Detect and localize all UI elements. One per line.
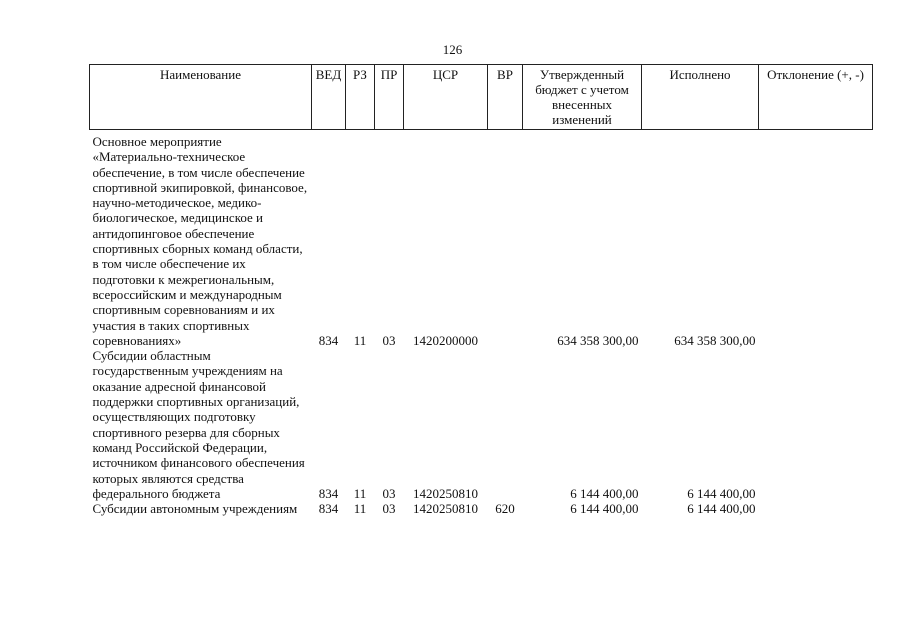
header-pr: ПР [375, 65, 404, 130]
budget-execution-table [89, 64, 873, 516]
row-pr: 03 [382, 332, 396, 348]
header-approved: Утвержденный бюджет с учетом внесенных изменений [523, 65, 642, 130]
table-row [90, 501, 873, 516]
header-deviation: Отклонение (+, -) [759, 65, 873, 130]
row-deviation [759, 134, 873, 348]
row-rz: 11 [353, 332, 367, 348]
header-csr: ЦСР [404, 65, 488, 130]
table-header-row [90, 65, 873, 130]
table-row [90, 134, 873, 348]
row-approved: 6 144 400,00 [570, 501, 639, 517]
row-pr: 03 [382, 485, 396, 501]
header-rz: РЗ [346, 65, 375, 130]
row-vr: 620 [495, 501, 515, 517]
row-approved: 6 144 400,00 [570, 485, 639, 501]
row-ved: 834 [318, 332, 339, 348]
row-csr: 1420250810 [413, 501, 478, 517]
header-executed: Исполнено [642, 65, 759, 130]
header-vr: ВР [488, 65, 523, 130]
page-number: 126 [442, 42, 463, 57]
row-csr: 1420200000 [413, 332, 478, 348]
row-name: Основное мероприятие «Материально-техническое обеспечение, в том числе обеспечение спортивной экипировкой, финансовое, научно-методическое, медико-биологическое, медицинское и антидопинговое обеспечение спортивных сборных команд области, в том числе обеспечение их подготовки к межрегиональным, всероссийским и международным спортивным соревнованиям и их участия в таких спортивных соревнованиях» [92, 134, 308, 348]
row-name: Субсидии автономным учреждениям [92, 501, 298, 517]
row-rz: 11 [353, 501, 367, 517]
row-vr [488, 134, 523, 348]
row-name: Субсидии областным государственным учреждениям на оказание адресной финансовой поддержки спортивных организаций, осуществляющих подготовку спортивного резерва для сборных команд Российской Федерации, источником финансового обеспечения которых являются средства федерального бюджета [92, 348, 305, 501]
row-rz: 11 [353, 485, 367, 501]
header-name: Наименование [90, 65, 312, 130]
row-deviation [759, 501, 873, 516]
row-executed: 6 144 400,00 [687, 485, 756, 501]
header-ved: ВЕД [312, 65, 346, 130]
row-csr: 1420250810 [413, 485, 478, 501]
row-executed: 634 358 300,00 [674, 332, 756, 348]
row-deviation [759, 348, 873, 501]
row-pr: 03 [382, 501, 396, 517]
row-ved: 834 [318, 501, 339, 517]
row-ved: 834 [318, 485, 339, 501]
row-executed: 6 144 400,00 [687, 501, 756, 517]
table-row [90, 348, 873, 501]
row-vr [488, 348, 523, 501]
row-approved: 634 358 300,00 [557, 332, 639, 348]
